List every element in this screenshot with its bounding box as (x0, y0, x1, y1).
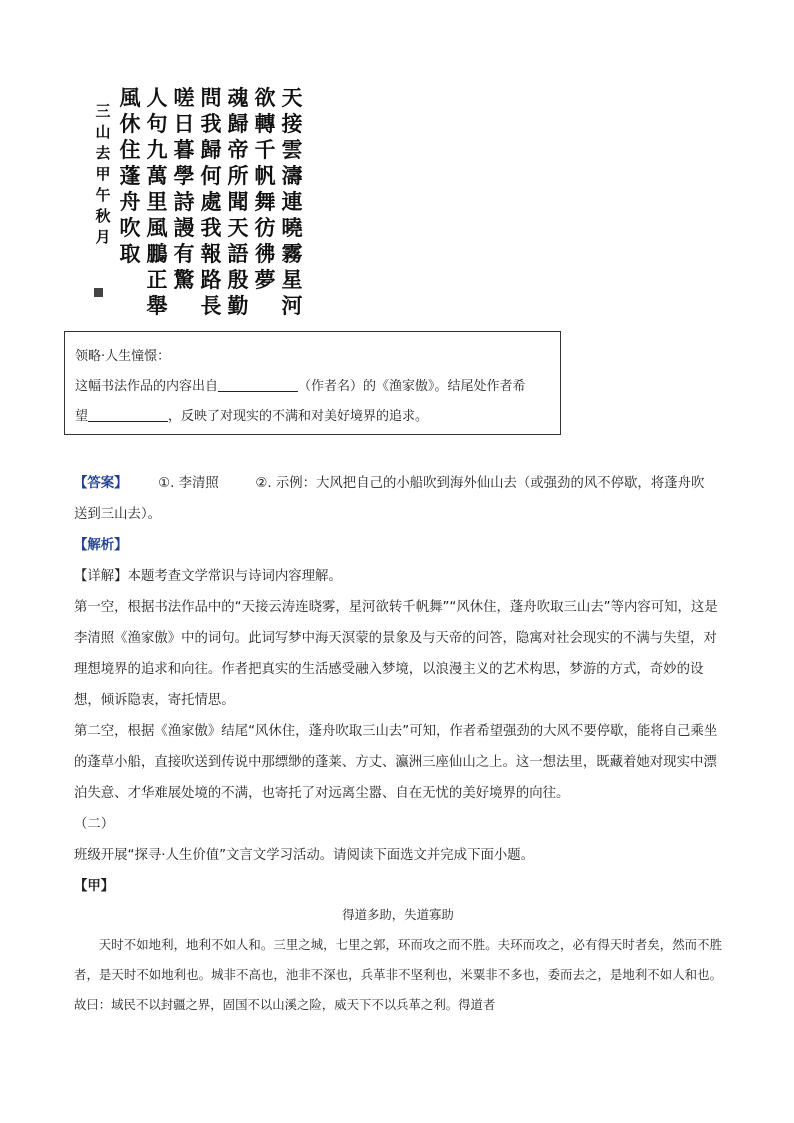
calligraphy-char: 殷 (227, 266, 249, 292)
calligraphy-char: 里 (146, 188, 168, 214)
calligraphy-char: 問 (200, 84, 222, 110)
calligraphy-char: 正 (146, 266, 168, 292)
calligraphy-char: 有 (173, 240, 195, 266)
analysis-paragraph-2: 第二空，根据《渔家傲》结尾“风休住，蓬舟吹取三山去”可知，作者希望强劲的大风不要停歇，能将自己乘坐的蓬草小船，直接吹送到传说中那缥缈的蓬莱、方丈、瀛洲三座仙山之上。这一想法里，既藏着她对现实中漂泊失意、才华难展处境的不满，也寄托了对远离尘嚣、自在无忧的美好境界的向往。 (74, 724, 718, 801)
calligraphy-char: 去 (95, 144, 111, 162)
calligraphy-char: 九 (146, 136, 168, 162)
calligraphy-char: 三 (95, 102, 111, 120)
question-box (64, 331, 561, 435)
answer-line (74, 468, 722, 499)
section-2-heading: （二） (74, 817, 115, 832)
question-line-2: 这幅书法作品的内容出自 （作者名）的《渔家傲》。结尾处作者希 (75, 379, 526, 394)
calligraphy-char: 彷 (254, 214, 276, 240)
calligraphy-char: 風 (146, 214, 168, 240)
calligraphy-char: 長 (200, 292, 222, 318)
calligraphy-char: 謾 (173, 214, 195, 240)
section-2-intro: 班级开展“探寻·人生价值”文言文学习活动。请阅读下面选文并完成下面小题。 (74, 848, 535, 863)
calligraphy-char: 吹 (119, 214, 141, 240)
detail-text: 本题考查文学常识与诗词内容理解。 (127, 569, 342, 584)
calligraphy-char: 彿 (254, 240, 276, 266)
calligraphy-char: 學 (173, 162, 195, 188)
calligraphy-char: 人 (146, 84, 168, 110)
calligraphy-char: 帝 (227, 136, 249, 162)
calligraphy-char: 取 (119, 240, 141, 266)
calligraphy-char: 日 (173, 110, 195, 136)
calligraphy-char: 語 (227, 240, 249, 266)
calligraphy-char: 舞 (254, 188, 276, 214)
calligraphy-char: 千 (254, 136, 276, 162)
calligraphy-char: 甲 (95, 165, 111, 183)
calligraphy-char: 我 (200, 110, 222, 136)
calligraphy-char: 連 (281, 188, 303, 214)
question-heading: 领略·人生憧憬： (75, 349, 171, 364)
calligraphy-char: 路 (200, 266, 222, 292)
calligraphy-char: 雲 (281, 136, 303, 162)
calligraphy-char: 舉 (146, 292, 168, 318)
calligraphy-char: 天 (227, 214, 249, 240)
calligraphy-char: 詩 (173, 188, 195, 214)
calligraphy-char: 秋 (95, 207, 111, 225)
question-line-3: 望 ，反映了对现实的不满和对美好境界的追求。 (75, 409, 429, 424)
calligraphy-char: 休 (119, 110, 141, 136)
calligraphy-char: 帆 (254, 162, 276, 188)
calligraphy-char: 勤 (227, 292, 249, 318)
calligraphy-char: 歸 (200, 136, 222, 162)
calligraphy-char: 住 (119, 136, 141, 162)
calligraphy-char: 月 (95, 228, 111, 246)
answer-tag: 【答案】 (74, 476, 128, 491)
ancient-text-block (74, 900, 722, 1020)
answer-part-2-cont: 送到三山去）。 (74, 507, 162, 522)
analysis-tag: 【解析】 (74, 538, 128, 553)
analysis-paragraph-1: 第一空，根据书法作品中的“天接云涛连晓雾，星河欲转千帆舞”“风休住，蓬舟吹取三山去”等内容可知，这是李清照《渔家傲》中的词句。此词写梦中海天溟蒙的景象及与天帝的问答，隐寓对社会现实的不满与失望，对理想境界的追求和向往。作者把真实的生活感受融入梦境，以浪漫主义的艺术构思，梦游的方式，奇妙的设想，倾诉隐衷，寄托情思。 (74, 600, 718, 708)
calligraphy-char: 魂 (227, 84, 249, 110)
calligraphy-char: 濤 (281, 162, 303, 188)
calligraphy-image (74, 74, 306, 322)
calligraphy-char: 午 (95, 186, 111, 204)
calligraphy-char: 霧 (281, 240, 303, 266)
answer-part-2: ②. 示例：大风把自己的小船吹到海外仙山去（或强劲的风不停歇，将蓬舟吹 (255, 476, 705, 491)
calligraphy-char: 蓬 (119, 162, 141, 188)
calligraphy-char: 嗟 (173, 84, 195, 110)
calligraphy-char: 天 (281, 84, 303, 110)
detail-line (74, 561, 722, 592)
calligraphy-char: 風 (119, 84, 141, 110)
calligraphy-char: 鵬 (146, 240, 168, 266)
calligraphy-char: 所 (227, 162, 249, 188)
hope-blank[interactable] (88, 407, 168, 422)
answer-section (74, 468, 722, 902)
calligraphy-char: 暮 (173, 136, 195, 162)
detail-tag: 【详解】 (74, 569, 128, 584)
calligraphy-char: 聞 (227, 188, 249, 214)
calligraphy-char: 我 (200, 214, 222, 240)
seal-mark (94, 288, 103, 297)
ancient-body: 天时不如地利，地利不如人和。三里之城，七里之郭，环而攻之而不胜。夫环而攻之，必有得天时者矣，然而不胜者，是天时不如地利也。城非不高也，池非不深也，兵革非不坚利也，米粟非不多也，委而去之，是地利不如人和也。故曰：域民不以封疆之界，固国不以山溪之险，威天下不以兵革之利。得道者 (74, 937, 722, 1012)
calligraphy-char: 句 (146, 110, 168, 136)
part-jia-tag: 【甲】 (74, 879, 115, 894)
calligraphy-char: 舟 (119, 188, 141, 214)
calligraphy-char: 接 (281, 110, 303, 136)
calligraphy-char: 河 (281, 292, 303, 318)
calligraphy-char: 山 (95, 123, 111, 141)
calligraphy-char: 夢 (254, 266, 276, 292)
calligraphy-char: 轉 (254, 110, 276, 136)
calligraphy-char: 驚 (173, 266, 195, 292)
calligraphy-char: 星 (281, 266, 303, 292)
calligraphy-char: 曉 (281, 214, 303, 240)
calligraphy-char: 欲 (254, 84, 276, 110)
calligraphy-char: 報 (200, 240, 222, 266)
author-blank[interactable] (218, 377, 298, 392)
calligraphy-char: 何 (200, 162, 222, 188)
calligraphy-char: 處 (200, 188, 222, 214)
calligraphy-char: 萬 (146, 162, 168, 188)
calligraphy-char: 歸 (227, 110, 249, 136)
ancient-title: 得道多助，失道寡助 (342, 907, 454, 922)
answer-part-1: ①. 李清照 (158, 476, 219, 491)
